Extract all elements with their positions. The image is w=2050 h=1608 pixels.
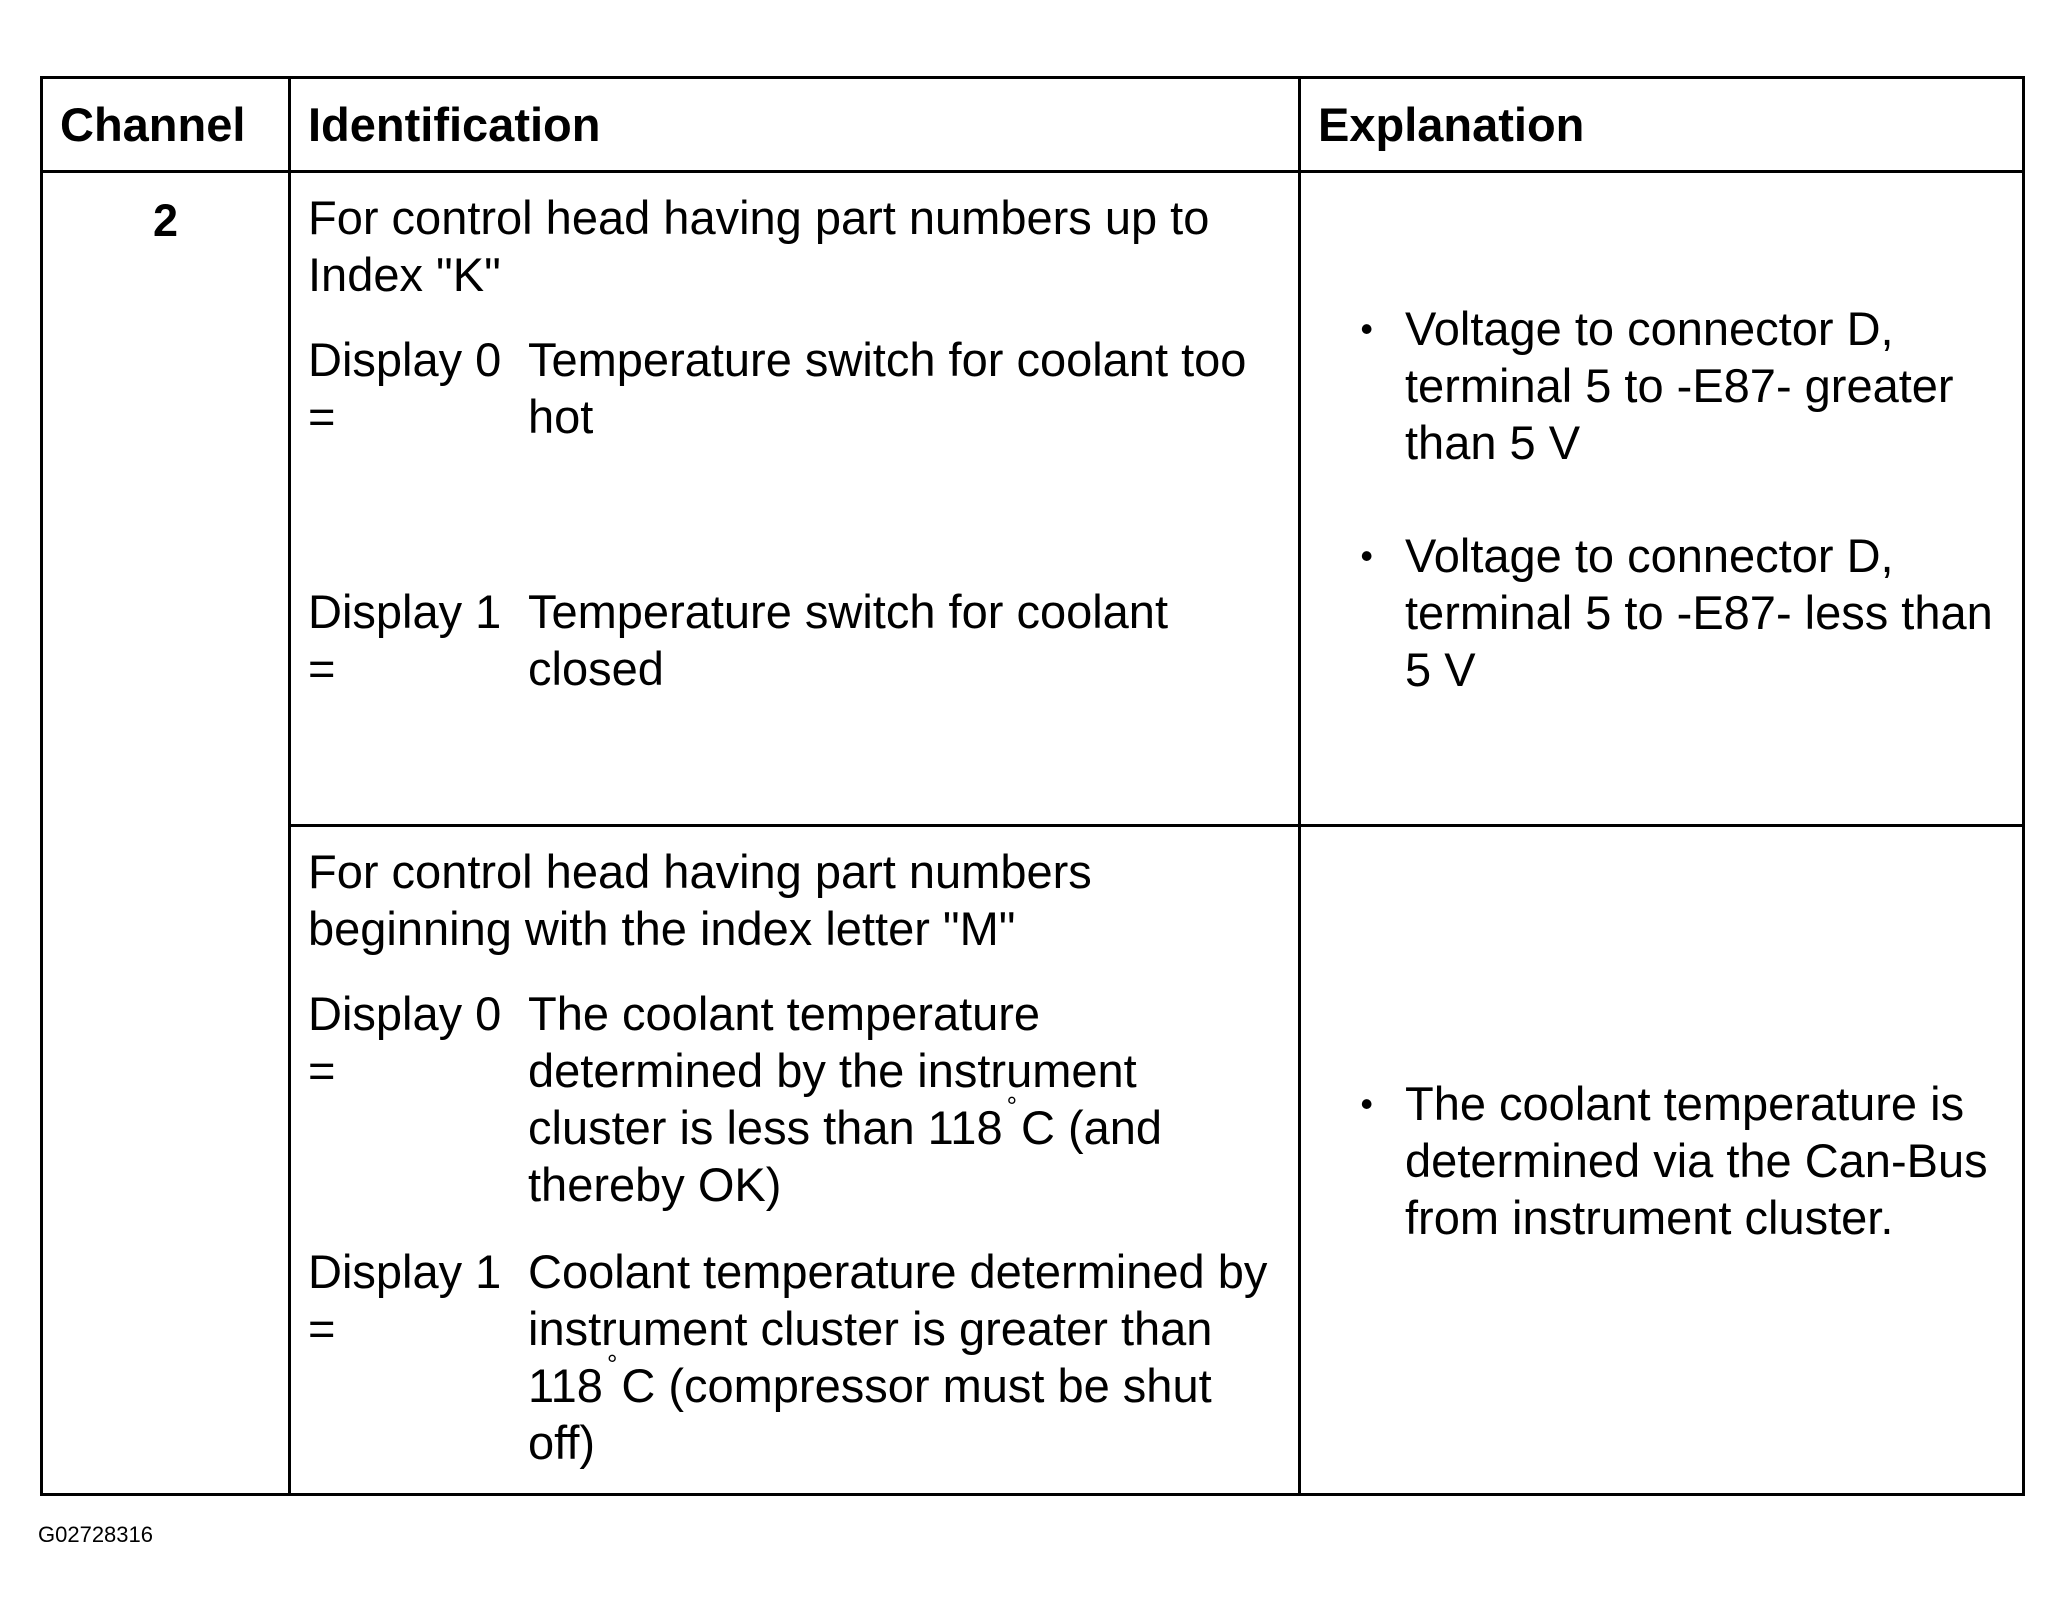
table-header-row [42,78,2024,172]
display-text [528,985,1282,1213]
bullet-icon: • [1360,307,1373,349]
explanation-text: Voltage to connector D, terminal 5 to -E87- greater than 5 V [1405,301,1954,469]
display-text [528,1243,1282,1471]
list-item [1301,527,2006,698]
display-text: Temperature switch for coolant closed [528,585,1169,695]
explanation-cell [1300,172,2024,826]
section-intro: For control head having part numbers up to Index "K" [308,191,1210,301]
explanation-text: Voltage to connector D, terminal 5 to -E87- less than 5 V [1405,528,1993,696]
display-row [308,985,1282,1213]
display-row [308,1243,1282,1471]
header-channel: Channel [42,78,290,172]
section-intro: For control head having part numbers beginning with the index letter "M" [308,845,1092,955]
identification-cell [290,172,1300,826]
display-row [308,583,1282,697]
display-text-part: C (compressor must be shut off) [528,1359,1212,1469]
display-row [308,331,1282,445]
channel-number: 2 [42,172,290,1495]
degree-symbol: ° [606,1349,618,1379]
display-text-part: Coolant temperature determined by instrument cluster is greater than 118 [528,1245,1268,1412]
display-text-part: The coolant temperature determined by the instrument cluster is less than 118 [528,987,1137,1154]
channel-table [40,76,2025,1496]
display-label: Display 1 = [308,585,502,695]
display-label: Display 0 = [308,333,502,443]
display-label: Display 1 = [308,1245,502,1355]
identification-cell [290,826,1300,1495]
list-item [1301,300,2006,471]
header-identification: Identification [290,78,1300,172]
display-label: Display 0 = [308,987,502,1097]
table-row [42,172,2024,826]
explanation-text: The coolant temperature is determined via the Can-Bus from instrument cluster. [1405,1076,1988,1244]
explanation-cell [1300,826,2024,1495]
table-row [42,826,2024,1495]
bullet-icon: • [1360,1082,1373,1124]
display-text-part: C (and thereby OK) [528,1101,1163,1211]
bullet-icon: • [1360,534,1373,576]
header-explanation: Explanation [1300,78,2024,172]
display-text: Temperature switch for coolant too hot [528,333,1247,443]
figure-id: G02728316 [38,1522,153,1547]
degree-symbol: ° [1006,1091,1017,1121]
list-item [1301,1075,2006,1246]
